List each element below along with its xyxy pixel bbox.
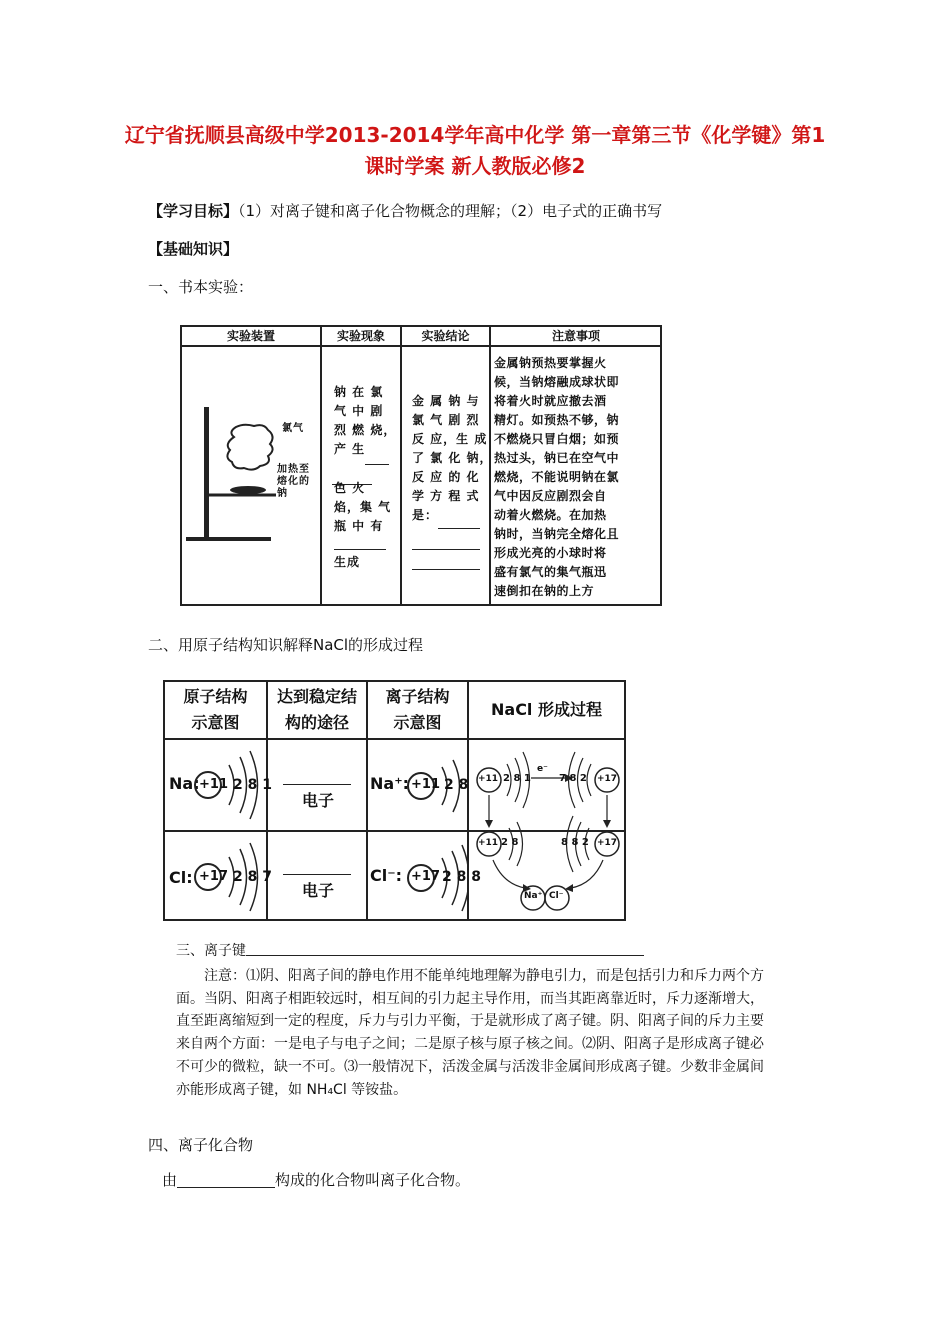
- na-nucleus: +11: [199, 777, 228, 792]
- na-ion-symbol: Na⁺: [370, 774, 403, 793]
- section3-line: [176, 940, 644, 962]
- na-path-text: 电子: [302, 791, 335, 810]
- na-atom-label: Na:: [169, 774, 200, 793]
- header-stable-path: 达到稳定结 构的途径: [276, 687, 357, 732]
- header-conclusion: 实验结论: [421, 329, 470, 343]
- cl-ion-label: Cl⁻:: [370, 866, 403, 885]
- section3-note-text: 注意：⑴阴、阳离子间的静电作用不能单纯地理解为静电引力，而是包括引力和斥力两个方面。当阴、阳离子相距较远时，相互间的引力起主导作用，而当其距离靠近时，斥力逐渐增大，直至距离缩短到一定的程度，斥力与引力平衡，于是就形成了离子键。阴、阳离子间的斥力主要来自两个方面：一是电子与电子之间；二是原子核与原子核之间。⑵阴、阳离子是形成离子键必不可少的微粒，缺一不可。⑶一般情况下，活泼金属与活泼非金属间形成离子键。少数非金属间亦能形成离子键，如 NH₄Cl 等铵盐。: [176, 968, 764, 1098]
- na-symbol: Na: [169, 774, 194, 793]
- section4-prefix: 由: [162, 1171, 178, 1189]
- cl-ion-shells: 2 8 8: [442, 869, 481, 885]
- ionic-bond-blank: [246, 947, 644, 956]
- basics-label: 【基础知识】: [148, 240, 239, 258]
- header-ion-diagram: 离子结构 示意图: [385, 687, 450, 732]
- process-na-ion-nucleus: +11: [478, 838, 499, 848]
- na-ion-nucleus: +11: [411, 777, 440, 792]
- na-ion-label: Na⁺:: [370, 774, 410, 793]
- process-cl-nucleus: +17: [597, 774, 618, 784]
- cl-symbol: Cl: [169, 868, 187, 887]
- objectives-line: [148, 200, 662, 222]
- section2-heading: 二、用原子结构知识解释NaCl的形成过程: [148, 636, 424, 654]
- process-cl-shells: 7 8 2: [559, 773, 587, 784]
- cl-ion-symbol: Cl⁻: [370, 866, 396, 885]
- section3-note: [176, 965, 764, 1101]
- na-shells: 2 8 1: [233, 777, 272, 793]
- header-apparatus: 实验装置: [226, 329, 275, 343]
- phenomenon-text-3: 生成: [334, 555, 361, 569]
- section4-heading: 四、离子化合物: [148, 1136, 254, 1154]
- process-na-ion-shells: 2 8: [501, 837, 519, 848]
- objectives-text: （1）对离子键和离子化合物概念的理解；（2）电子式的正确书写: [238, 202, 663, 220]
- section3-label: 三、离子键: [176, 943, 246, 959]
- apparatus-sodium-label: 加热至 熔化的 钠: [277, 464, 310, 499]
- process-na-nucleus: +11: [478, 774, 499, 784]
- section4-suffix: 构成的化合物叫离子化合物。: [275, 1171, 471, 1189]
- cl-path-text: 电子: [302, 881, 335, 900]
- header-atom-diagram: 原子结构 示意图: [183, 687, 248, 732]
- conclusion-blank-2: [412, 537, 480, 550]
- na-path-blank: [283, 772, 351, 785]
- conclusion-text: 金 属 钠 与 氯 气 剧 烈 反 应，生 成 了 氯 化 钠， 反 应 的 化 学 方 程 式 是：: [412, 394, 493, 522]
- section1-heading: 一、书本实验：: [148, 278, 254, 296]
- cl-path-blank: [283, 862, 351, 875]
- section4-definition: [162, 1169, 470, 1191]
- document-title: 辽宁省抚顺县高级中学2013-2014学年高中化学 第一章第三节《化学键》第1课时学案 新人教版必修2: [124, 123, 826, 178]
- cl-ion-nucleus: +17: [411, 869, 440, 884]
- cl-nucleus: +17: [199, 869, 228, 884]
- phenomenon-blank-3: [334, 537, 386, 550]
- process-cl-ion-nucleus: +17: [597, 838, 618, 848]
- conclusion-blank-1: [438, 516, 480, 529]
- cl-shells: 2 8 7: [233, 869, 272, 885]
- process-electron: e⁻: [537, 764, 548, 774]
- cl-atom-label: Cl:: [169, 868, 193, 887]
- phenomenon-blank-1: [365, 452, 389, 465]
- apparatus-gas-label: 氯气: [282, 423, 304, 434]
- process-na-shells: 2 8 1: [503, 773, 531, 784]
- na-ion-shells: 2 8: [444, 777, 469, 793]
- experiment-table: [180, 325, 662, 606]
- process-cl-ion-shells: 8 8 2: [561, 837, 589, 848]
- header-notes: 注意事项: [551, 329, 600, 343]
- notes-text: 金属钠预热要掌握火 候，当钠熔融成球状即 将着火时就应撤去酒 精灯。如预热不够，钠 不燃烧只冒白烟；如预 热过头，钠已在空气中 燃烧，不能说明钠在氯 气中因反应剧烈会自 动着火燃烧。在加热 钠时，当钠完全熔化且 形成光亮的小球时将 盛有氯气的集气瓶迅 速倒扣在钠的上方: [494, 356, 620, 598]
- header-nacl-process: NaCl 形成过程: [491, 700, 602, 719]
- conclusion-blank-3: [412, 557, 480, 570]
- process-na-ion: Na⁺: [524, 891, 543, 901]
- process-cl-ion: Cl⁻: [549, 891, 564, 901]
- nacl-table: [163, 680, 626, 921]
- phenomenon-text-2: 色 火 焰，集 气 瓶 中 有: [334, 481, 392, 533]
- objectives-label: 【学习目标】: [148, 202, 239, 220]
- section4-blank: [177, 1173, 275, 1188]
- phenomenon-text-1: 钠 在 氯 气 中 剧 烈 燃 烧， 产 生: [334, 385, 397, 456]
- header-phenomenon: 实验现象: [336, 329, 385, 343]
